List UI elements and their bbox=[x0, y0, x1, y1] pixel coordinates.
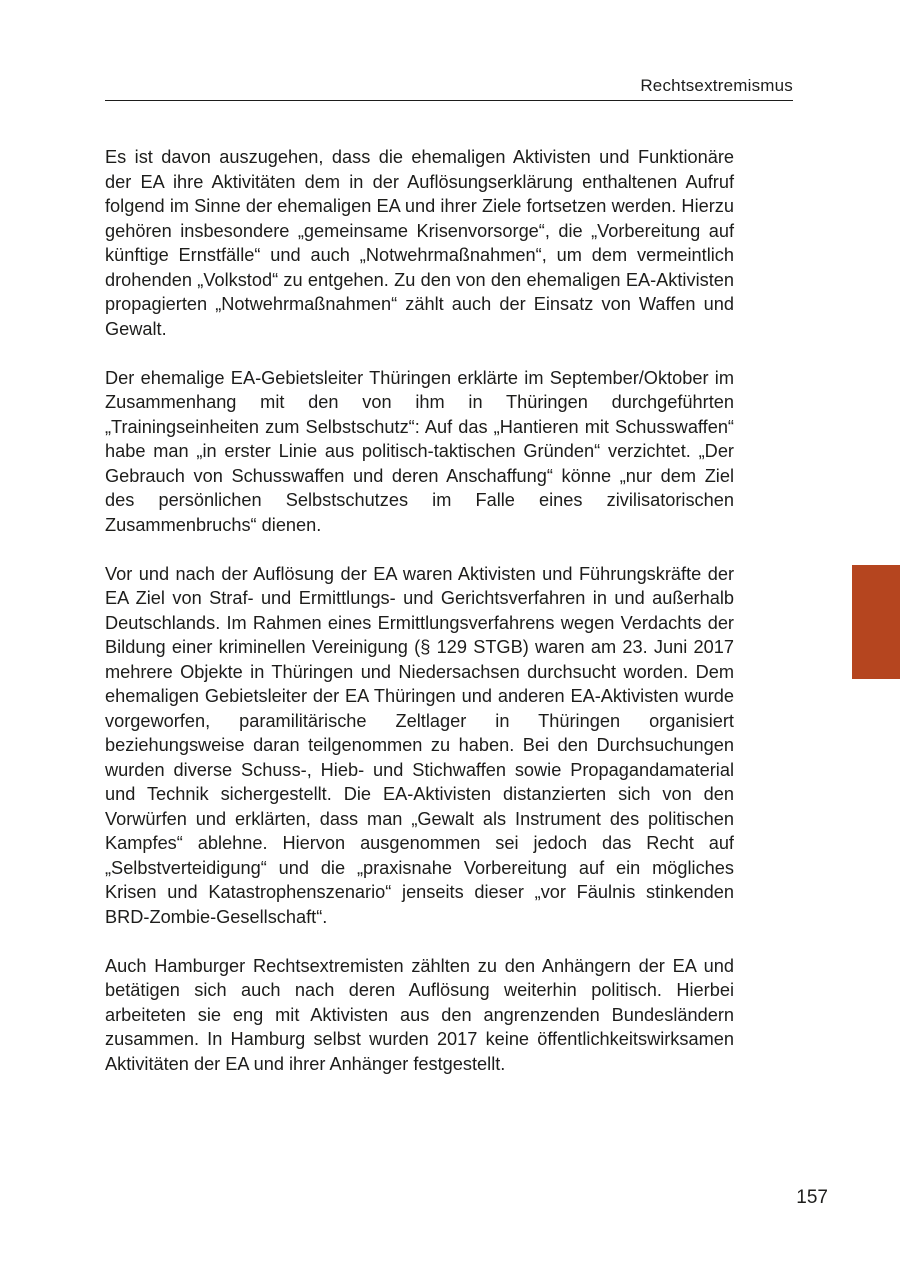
chapter-tab-marker bbox=[852, 565, 900, 679]
paragraph-2: Der ehemalige EA-Gebietsleiter Thüringen erklärte im September/Oktober im Zusammenhang mit den von ihm in Thüringen durchgeführten „Trainingseinheiten zum Selbstschutz“: Auf das „Hantieren mit Schusswaffen“ habe man „in erster Linie aus politisch-taktischen Gründen“ verzichtet. „Der Gebrauch von Schusswaffen und deren Anschaffung“ könne „nur dem Ziel des persönlichen Selbstschutzes im Falle eines zivilisatorischen Zusammenbruchs“ dienen. bbox=[105, 367, 734, 535]
paragraph-3: Vor und nach der Auflösung der EA waren Aktivisten und Führungskräfte der EA Ziel von Straf- und Ermittlungs- und Gerichtsverfahren in und außerhalb Deutschlands. Im Rahmen eines Ermittlungsverfahrens wegen Verdachts der Bildung einer kriminellen Vereinigung (§ 129 STGB) waren am 23. Juni 2017 mehrere Objekte in Thüringen und Niedersachsen durchsucht worden. Dem ehemaligen Gebietsleiter der EA Thüringen und anderen EA-Aktivisten wurde vorgeworfen, paramilitärische Zeltlager in Thüringen organisiert beziehungsweise daran teilgenommen zu haben. Bei den Durchsuchungen wurden diverse Schuss-, Hieb- und Stichwaffen sowie Propagandamaterial und Technik sichergestellt. Die EA-Aktivisten distanzierten sich von den Vorwürfen und erklärten, dass man „Gewalt als Instrument des politischen Kampfes“ ablehne. Hiervon ausgenommen sei jedoch das Recht auf „Selbstverteidigung“ und die „praxisnahe Vorbereitung auf ein mögliches Krisen und Katastrophenszenario“ jenseits dieser „vor Fäulnis stinkenden BRD-Zombie-Gesellschaft“. bbox=[105, 563, 734, 927]
page-number: 157 bbox=[796, 1187, 828, 1208]
paragraph-4: Auch Hamburger Rechtsextremisten zählten zu den Anhängern der EA und betätigen sich auch nach deren Auflösung weiterhin politisch. Hierbei arbeiteten sie eng mit Aktivisten aus den angrenzenden Bundesländern zusammen. In Hamburg selbst wurden 2017 keine öffentlichkeitswirksamen Aktivitäten der EA und ihrer Anhänger festgestellt. bbox=[105, 955, 734, 1074]
header-divider bbox=[105, 100, 793, 101]
body-text bbox=[105, 145, 734, 1101]
paragraph-1: Es ist davon auszugehen, dass die ehemaligen Aktivisten und Funktionäre der EA ihre Aktivitäten dem in der Auflösungserklärung enthaltenen Aufruf folgend im Sinne der ehemaligen EA und ihrer Ziele fortsetzen werden. Hierzu gehören insbesondere „gemeinsame Krisenvorsorge“, die „Vorbereitung auf künftige Ernstfälle“ und auch „Notwehrmaßnahmen“, um dem vermeintlich drohenden „Volkstod“ zu entgehen. Zu den von den ehemaligen EA-Aktivisten propagierten „Notwehrmaßnahmen“ zählt auch der Einsatz von Waffen und Gewalt. bbox=[105, 147, 734, 339]
running-header-title: Rechtsextremismus bbox=[640, 76, 793, 95]
